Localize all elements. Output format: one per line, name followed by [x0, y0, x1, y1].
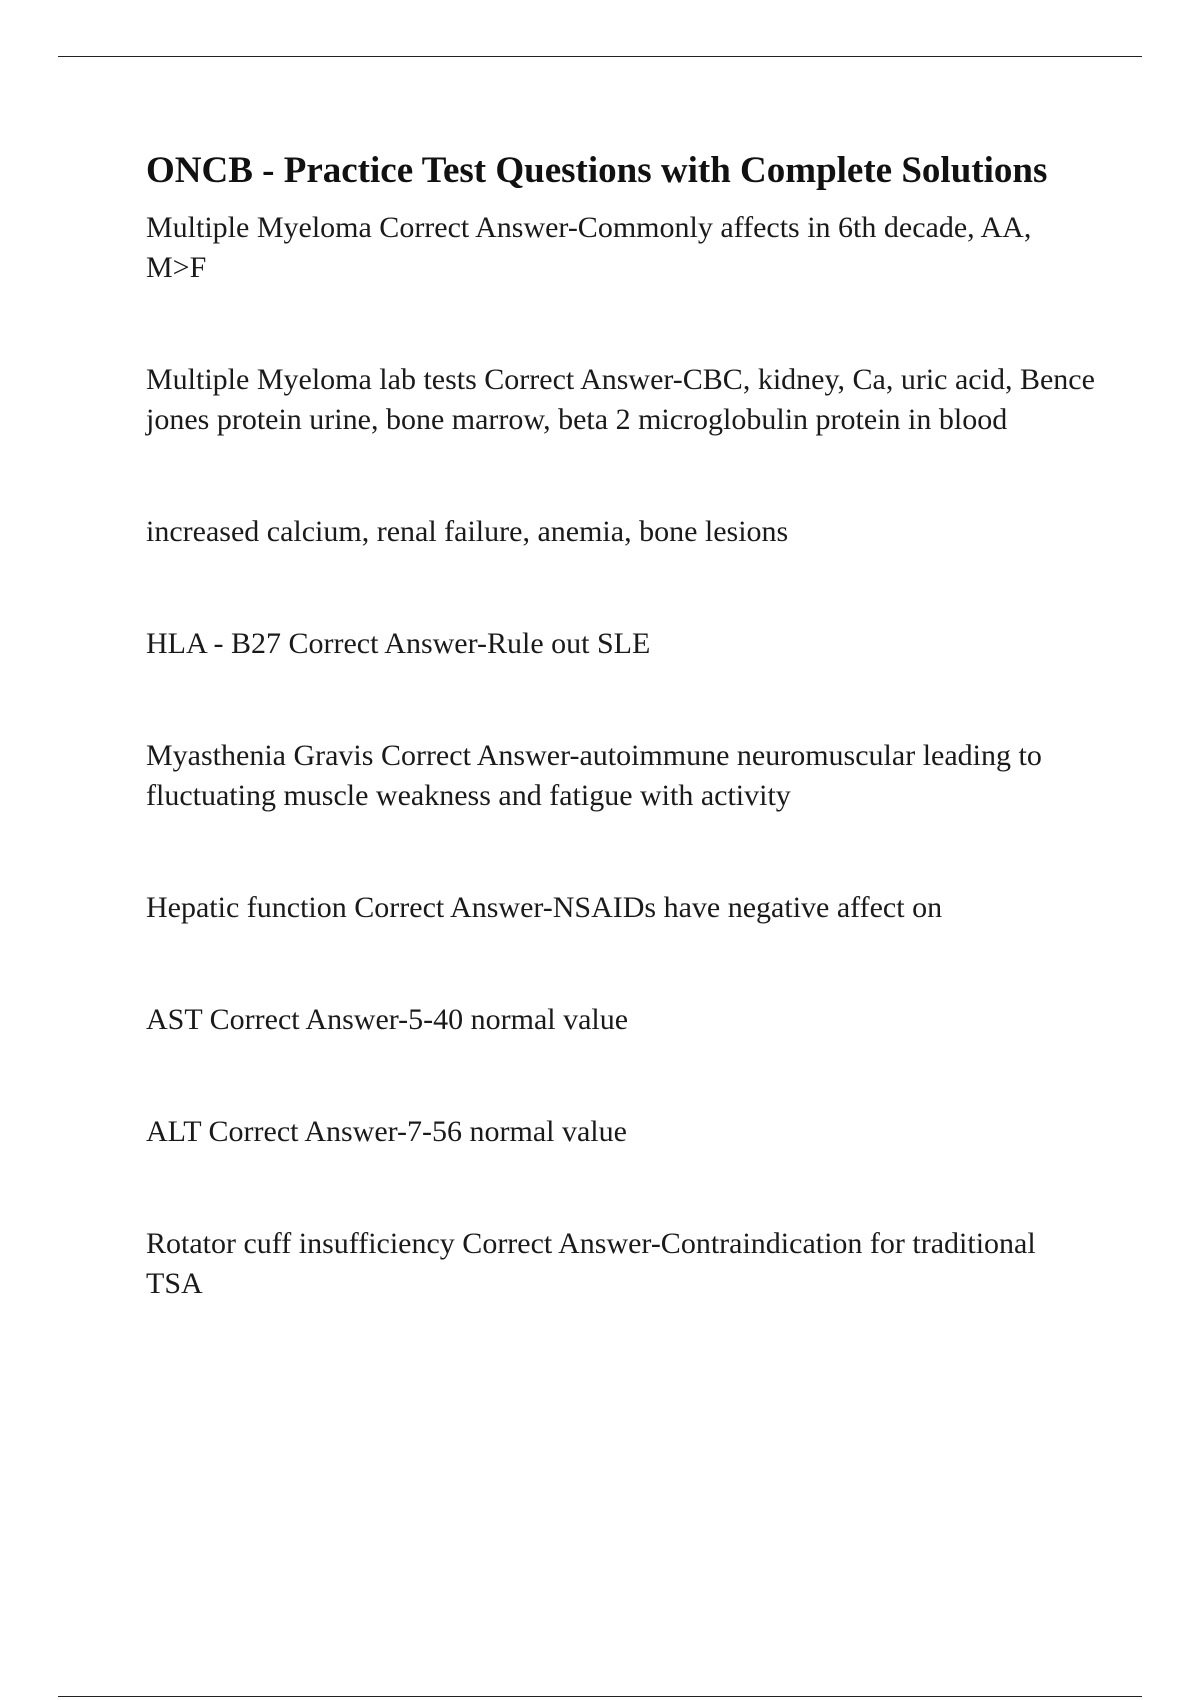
qa-entry: Multiple Myeloma lab tests Correct Answer-CBC, kidney, Ca, uric acid, Bence jones protein urine, bone marrow, beta 2 microglobulin protein in blood: [146, 363, 1095, 436]
qa-entry: ALT Correct Answer-7-56 normal value: [146, 1115, 627, 1148]
document-title: ONCB - Practice Test Questions with Complete Solutions: [146, 150, 1048, 191]
qa-entry: Rotator cuff insufficiency Correct Answer-Contraindication for traditional TSA: [146, 1227, 1036, 1300]
qa-entry: increased calcium, renal failure, anemia, bone lesions: [146, 515, 789, 548]
header-divider: [58, 56, 1142, 57]
page-content: [146, 146, 1096, 1304]
qa-entry: Multiple Myeloma Correct Answer-Commonly affects in 6th decade, AA, M>F: [146, 211, 1032, 284]
qa-entry: HLA - B27 Correct Answer-Rule out SLE: [146, 627, 651, 660]
qa-entry: Myasthenia Gravis Correct Answer-autoimmune neuromuscular leading to fluctuating muscle weakness and fatigue with activity: [146, 739, 1042, 812]
qa-entry: AST Correct Answer-5-40 normal value: [146, 1003, 629, 1036]
qa-entry: Hepatic function Correct Answer-NSAIDs have negative affect on: [146, 891, 943, 924]
footer-divider: [58, 1696, 1142, 1697]
